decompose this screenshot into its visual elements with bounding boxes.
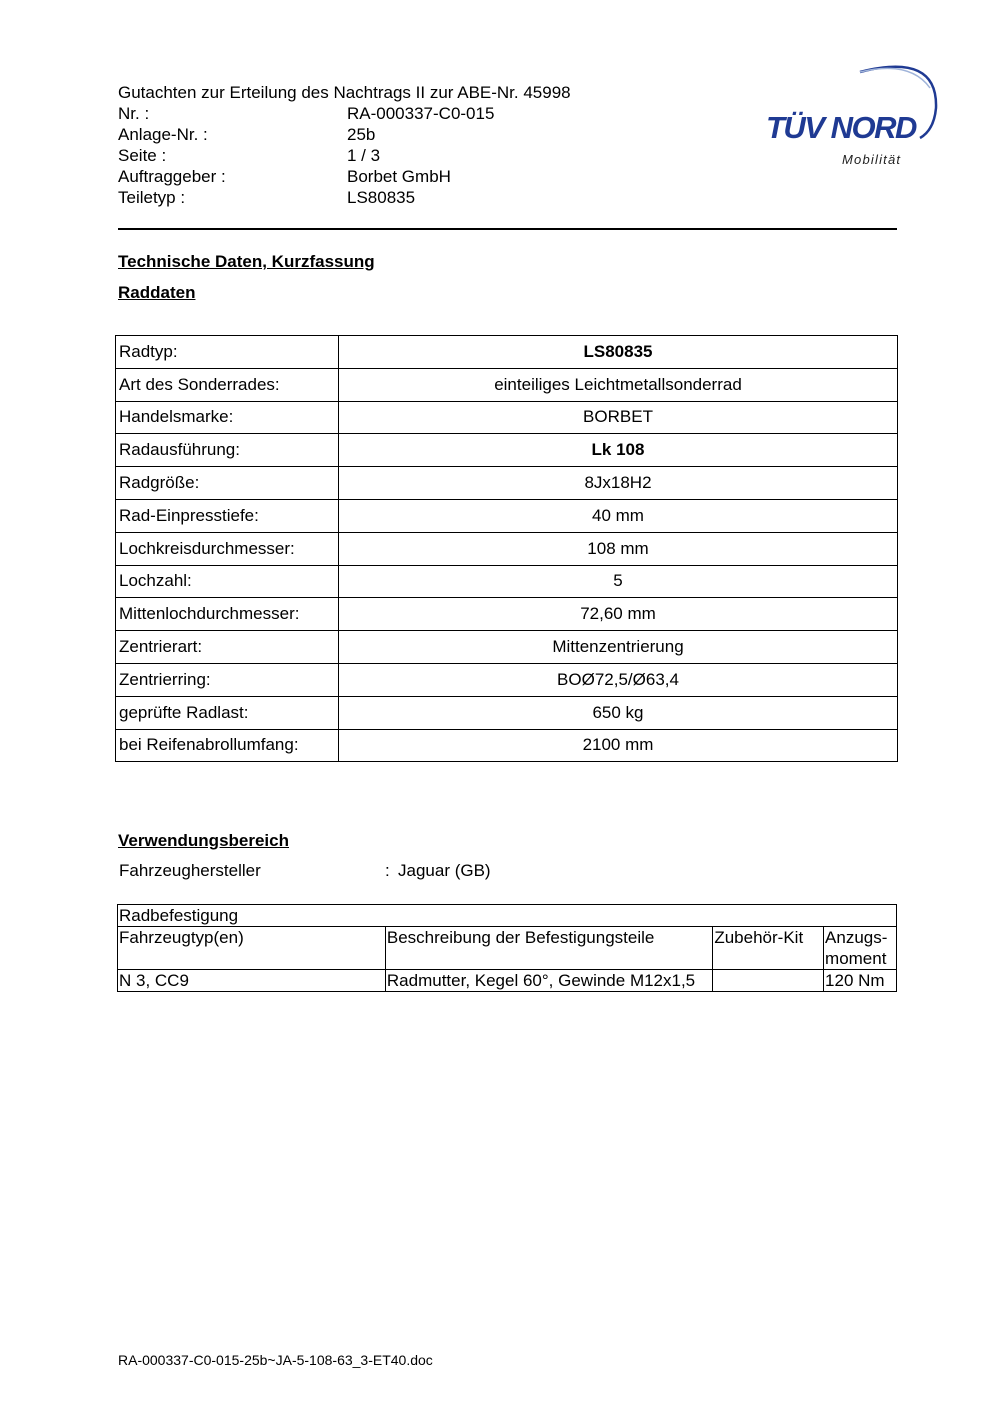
row-value: einteiliges Leichtmetallsonderrad: [339, 368, 898, 401]
table-row: [116, 532, 898, 565]
row-value: 650 kg: [339, 696, 898, 729]
field-value-teiletyp: LS80835: [347, 188, 416, 207]
table-cell: 120 Nm: [824, 970, 897, 992]
row-label: Art des Sonderrades:: [116, 368, 339, 401]
row-label: geprüfte Radlast:: [116, 696, 339, 729]
table-header-row: [118, 927, 897, 970]
field-label-teiletyp: Teiletyp :: [118, 188, 186, 207]
logo-brand-text: TÜV NORD: [766, 110, 916, 145]
table-cell: N 3, CC9: [118, 970, 386, 992]
column-header: Beschreibung der Befestigungsteile: [385, 927, 712, 970]
row-value: BORBET: [339, 401, 898, 434]
row-label: Radausführung:: [116, 434, 339, 467]
field-label-anlage: Anlage-Nr. :: [118, 125, 208, 144]
section-usage-title: Verwendungsbereich: [118, 831, 289, 850]
column-header: Fahrzeugtyp(en): [118, 927, 386, 970]
row-value: 40 mm: [339, 499, 898, 532]
row-value: 72,60 mm: [339, 598, 898, 631]
table-row: [116, 336, 898, 369]
footer-filename: RA-000337-C0-015-25b~JA-5-108-63_3-ET40.doc: [118, 1352, 433, 1368]
field-value-auftraggeber: Borbet GmbH: [347, 167, 451, 186]
table-row: [116, 663, 898, 696]
field-value-anlage: 25b: [347, 125, 376, 144]
row-label: Zentrierart:: [116, 631, 339, 664]
table-row: [116, 729, 898, 762]
row-label: Lochkreisdurchmesser:: [116, 532, 339, 565]
table-caption: Radbefestigung: [118, 905, 897, 927]
table-row: [116, 631, 898, 664]
row-value: BOØ72,5/Ø63,4: [339, 663, 898, 696]
row-value: 8Jx18H2: [339, 467, 898, 500]
row-label: Zentrierring:: [116, 663, 339, 696]
table-cell: [713, 970, 824, 992]
row-label: Handelsmarke:: [116, 401, 339, 434]
row-value: 2100 mm: [339, 729, 898, 762]
field-label-seite: Seite :: [118, 146, 167, 165]
section-wheel-title: Raddaten: [118, 283, 196, 302]
mounting-table: [117, 904, 897, 992]
logo-sub-text: Mobilität: [842, 152, 902, 167]
table-row: [116, 401, 898, 434]
header-divider: [118, 228, 897, 230]
table-row: [116, 499, 898, 532]
table-row: [116, 565, 898, 598]
manufacturer-separator: :: [385, 861, 390, 880]
wheel-data-table: [115, 335, 898, 762]
section-technical-title: Technische Daten, Kurzfassung: [118, 252, 375, 271]
manufacturer-value: Jaguar (GB): [398, 861, 491, 880]
row-value: 108 mm: [339, 532, 898, 565]
row-value: LS80835: [339, 336, 898, 369]
table-row: [116, 696, 898, 729]
table-row: [118, 970, 897, 992]
table-row: [116, 368, 898, 401]
row-label: Radgröße:: [116, 467, 339, 500]
table-cell: Radmutter, Kegel 60°, Gewinde M12x1,5: [385, 970, 712, 992]
field-label-nr: Nr. :: [118, 104, 150, 123]
field-label-auftraggeber: Auftraggeber :: [118, 167, 226, 186]
table-row: [116, 434, 898, 467]
row-label: Mittenlochdurchmesser:: [116, 598, 339, 631]
table-row: [116, 467, 898, 500]
manufacturer-label: Fahrzeughersteller: [119, 861, 261, 880]
row-value: Mittenzentrierung: [339, 631, 898, 664]
column-header: Zubehör-Kit: [713, 927, 824, 970]
row-label: Lochzahl:: [116, 565, 339, 598]
tuev-nord-logo: [760, 58, 940, 168]
row-value: 5: [339, 565, 898, 598]
row-value: Lk 108: [339, 434, 898, 467]
document-title: Gutachten zur Erteilung des Nachtrags II zur ABE-Nr. 45998: [118, 83, 571, 102]
row-label: Radtyp:: [116, 336, 339, 369]
table-row: [116, 598, 898, 631]
column-header: Anzugs-moment: [824, 927, 897, 970]
field-value-seite: 1 / 3: [347, 146, 381, 165]
table-caption-row: [118, 905, 897, 927]
row-label: Rad-Einpresstiefe:: [116, 499, 339, 532]
row-label: bei Reifenabrollumfang:: [116, 729, 339, 762]
logo-arc-icon: [760, 58, 940, 168]
field-value-nr: RA-000337-C0-015: [347, 104, 495, 123]
